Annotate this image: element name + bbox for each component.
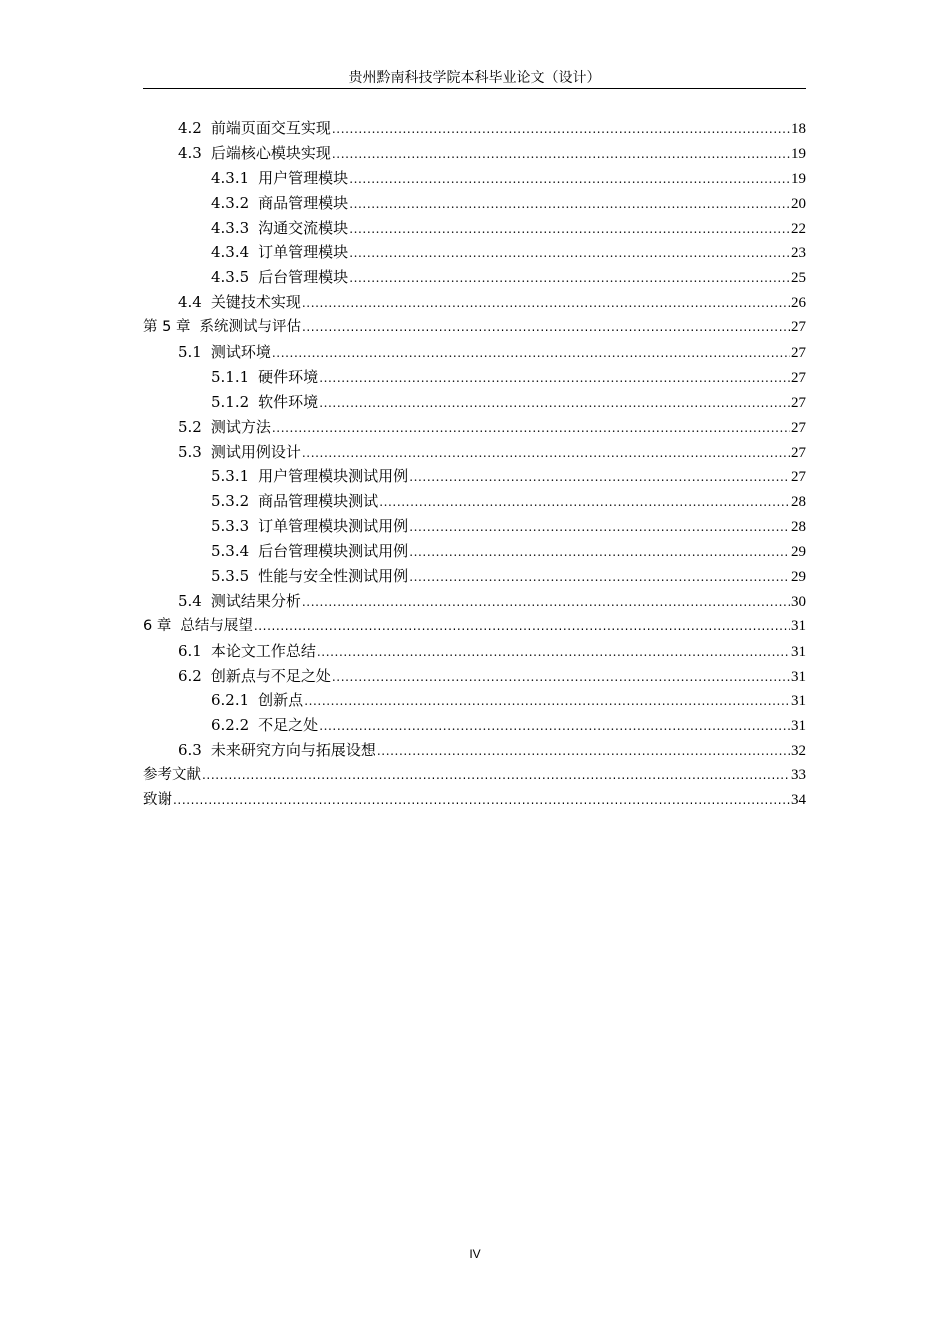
toc-leader-dots <box>319 366 790 391</box>
toc-entry-page: 19 <box>791 145 806 162</box>
toc-entry-title: 前端页面交互实现 <box>210 119 331 137</box>
toc-entry[interactable] <box>143 639 806 664</box>
toc-entry[interactable] <box>143 141 806 166</box>
toc-entry[interactable] <box>143 415 806 440</box>
toc-entry-page: 33 <box>791 767 806 784</box>
toc-entry-title: 沟通交流模块 <box>258 218 349 237</box>
toc-entry[interactable] <box>143 166 806 191</box>
toc-entry[interactable] <box>143 564 806 589</box>
toc-entry[interactable] <box>143 539 806 564</box>
toc-entry-page: 29 <box>791 569 806 586</box>
toc-leader-dots <box>409 515 790 540</box>
toc-entry-page: 27 <box>791 345 806 362</box>
toc-entry-title: 商品管理模块 <box>258 193 349 212</box>
toc-entry[interactable] <box>143 763 806 788</box>
toc-entry[interactable] <box>143 340 806 365</box>
toc-entry-page: 27 <box>791 319 806 336</box>
toc-entry-title: 后端核心模块实现 <box>210 143 331 162</box>
toc-entry-number: 5.3.3 <box>211 517 250 536</box>
toc-entry-title: 创新点 <box>258 691 304 710</box>
toc-entry-page: 31 <box>791 668 806 685</box>
toc-entry-page: 31 <box>791 693 806 710</box>
toc-entry-number: 4.4 <box>178 293 202 312</box>
toc-leader-dots <box>272 416 790 441</box>
toc-entry-title: 订单管理模块测试用例 <box>258 517 409 536</box>
page-footer <box>0 1247 950 1261</box>
toc-entry-number: 5.3.2 <box>211 492 250 511</box>
toc-leader-dots <box>202 763 790 788</box>
toc-entry[interactable] <box>143 664 806 689</box>
toc-entry[interactable] <box>143 290 806 315</box>
toc-entry[interactable] <box>143 191 806 216</box>
toc-entry[interactable] <box>143 489 806 514</box>
toc-leader-dots <box>254 614 790 639</box>
toc-entry-page: 28 <box>791 519 806 536</box>
toc-entry-title: 软件环境 <box>258 392 319 411</box>
toc-entry-page: 22 <box>791 220 806 237</box>
toc-entry-title: 未来研究方向与拓展设想 <box>210 741 376 760</box>
toc-entry[interactable] <box>143 365 806 390</box>
toc-entry-number: 4.3.3 <box>211 218 250 237</box>
toc-leader-dots <box>332 142 790 167</box>
toc-entry[interactable] <box>143 315 806 340</box>
toc-entry[interactable] <box>143 390 806 415</box>
toc-entry-title: 用户管理模块测试用例 <box>258 467 409 486</box>
toc-leader-dots <box>332 665 790 690</box>
page-number: IV <box>469 1247 481 1261</box>
toc-entry-title: 测试结果分析 <box>210 591 301 610</box>
toc-entry-page: 27 <box>791 394 806 411</box>
toc-entry[interactable] <box>143 614 806 639</box>
toc-entry-title: 订单管理模块 <box>258 243 349 262</box>
toc-leader-dots <box>349 266 790 291</box>
toc-entry[interactable] <box>143 688 806 713</box>
toc-entry-title: 系统测试与评估 <box>199 319 301 336</box>
toc-entry-number: 4.3.4 <box>211 243 250 262</box>
toc-entry-page: 19 <box>791 170 806 187</box>
toc-leader-dots <box>349 217 790 242</box>
toc-leader-dots <box>317 640 790 665</box>
toc-entry-number: 5.2 <box>178 417 202 436</box>
toc-leader-dots <box>319 391 790 416</box>
toc-leader-dots <box>302 291 790 316</box>
toc-entry-page: 31 <box>791 718 806 735</box>
toc-entry-page: 20 <box>791 195 806 212</box>
toc-entry-title: 致谢 <box>143 792 172 809</box>
toc-entry-number: 5.1.1 <box>211 367 250 386</box>
toc-entry-title: 测试环境 <box>210 343 271 362</box>
toc-entry-number: 6.2 <box>178 666 202 685</box>
toc-entry-number: 6.2.1 <box>211 691 250 710</box>
toc-leader-dots <box>302 590 790 615</box>
toc-entry-page: 30 <box>791 593 806 610</box>
toc-entry-title: 关键技术实现 <box>210 293 301 312</box>
table-of-contents <box>143 116 806 813</box>
toc-entry-title: 测试用例设计 <box>210 442 301 461</box>
toc-entry-number: 5.1 <box>178 343 202 362</box>
toc-entry[interactable] <box>143 713 806 738</box>
toc-entry-number: 6.2.2 <box>211 716 250 735</box>
toc-entry[interactable] <box>143 788 806 813</box>
toc-leader-dots <box>379 490 790 515</box>
toc-entry-number: 5.3.5 <box>211 567 250 586</box>
toc-entry-page: 27 <box>791 469 806 486</box>
toc-entry-number: 5.1.2 <box>211 392 250 411</box>
toc-entry-title: 总结与展望 <box>180 617 253 634</box>
toc-entry-page: 28 <box>791 494 806 511</box>
toc-entry[interactable] <box>143 116 806 141</box>
toc-entry[interactable] <box>143 738 806 763</box>
toc-leader-dots <box>409 565 790 590</box>
toc-entry[interactable] <box>143 240 806 265</box>
toc-entry-title: 性能与安全性测试用例 <box>258 567 409 586</box>
toc-entry[interactable] <box>143 216 806 241</box>
toc-entry-number: 6 章 <box>143 617 172 634</box>
toc-leader-dots <box>272 341 790 366</box>
toc-entry-title: 用户管理模块 <box>258 168 349 187</box>
toc-entry-title: 不足之处 <box>258 716 319 735</box>
toc-entry-page: 34 <box>791 792 806 809</box>
toc-entry-number: 5.3 <box>178 442 202 461</box>
toc-entry-number: 5.3.1 <box>211 467 250 486</box>
toc-leader-dots <box>349 192 790 217</box>
header-title: 贵州黔南科技学院本科毕业论文（设计） <box>348 70 601 86</box>
toc-entry-page: 27 <box>791 444 806 461</box>
toc-leader-dots <box>409 465 790 490</box>
toc-entry-page: 23 <box>791 245 806 262</box>
toc-leader-dots <box>349 167 790 192</box>
toc-entry-page: 26 <box>791 295 806 312</box>
toc-entry-number: 4.3.5 <box>211 268 250 287</box>
toc-entry-number: 4.3.1 <box>211 168 250 187</box>
toc-leader-dots <box>302 441 790 466</box>
toc-entry-page: 18 <box>791 121 806 137</box>
toc-entry-title: 测试方法 <box>210 417 271 436</box>
toc-leader-dots <box>409 540 790 565</box>
toc-entry-number: 4.3 <box>178 143 202 162</box>
toc-entry-number: 5.3.4 <box>211 542 250 561</box>
toc-entry-page: 25 <box>791 270 806 287</box>
toc-leader-dots <box>377 739 790 764</box>
toc-entry-page: 31 <box>791 617 806 634</box>
toc-leader-dots <box>319 714 790 739</box>
toc-entry-page: 27 <box>791 369 806 386</box>
toc-entry[interactable] <box>143 265 806 290</box>
toc-entry[interactable] <box>143 464 806 489</box>
toc-entry-number: 6.1 <box>178 641 202 660</box>
toc-entry-title: 硬件环境 <box>258 367 319 386</box>
toc-entry-page: 27 <box>791 419 806 436</box>
toc-entry-page: 31 <box>791 643 806 660</box>
page-header <box>143 68 806 89</box>
toc-entry-number: 第 5 章 <box>143 319 191 336</box>
toc-entry-number: 4.2 <box>178 119 202 137</box>
toc-entry-title: 后台管理模块 <box>258 268 349 287</box>
toc-entry-title: 本论文工作总结 <box>210 641 316 660</box>
toc-leader-dots <box>332 117 790 142</box>
toc-entry-page: 29 <box>791 544 806 561</box>
toc-entry-title: 商品管理模块测试 <box>258 492 379 511</box>
toc-entry-number: 6.3 <box>178 741 202 760</box>
toc-entry[interactable] <box>143 440 806 465</box>
toc-entry-number: 4.3.2 <box>211 193 250 212</box>
toc-entry-number: 5.4 <box>178 591 202 610</box>
toc-entry-title: 参考文献 <box>143 767 201 784</box>
toc-entry-title: 创新点与不足之处 <box>210 666 331 685</box>
toc-leader-dots <box>349 241 790 266</box>
toc-entry-title: 后台管理模块测试用例 <box>258 542 409 561</box>
toc-entry[interactable] <box>143 514 806 539</box>
toc-entry[interactable] <box>143 589 806 614</box>
toc-leader-dots <box>304 689 790 714</box>
toc-leader-dots <box>302 315 790 340</box>
toc-leader-dots <box>173 788 790 813</box>
toc-entry-page: 32 <box>791 743 806 760</box>
